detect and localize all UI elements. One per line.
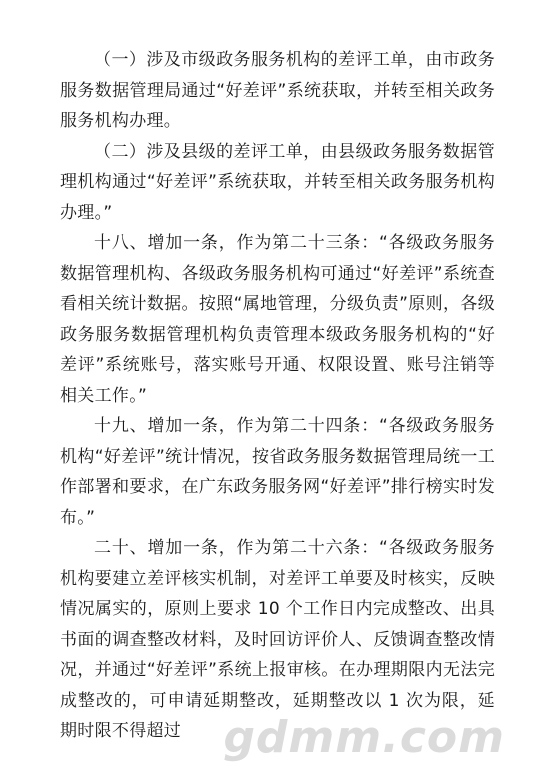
watermark-logo: gdmm.com: [223, 712, 505, 763]
paragraph-5: 二十、增加一条，作为第二十六条：“各级政务服务机构要建立差评核实机制，对差评工单要及时核实，反映情况属实的，原则上要求 10 个工作日内完成整改、出具书面的调查整改材料，及时回访评价人、反馈调查整改情况，并通过“好差评”系统上报审核。在办理期限内无法完成整改的，可申请延期整改，延期整改以 1 次为限，延期时限不得超过: [60, 538, 495, 741]
paragraph-1: （一）涉及市级政务服务机构的差评工单，由市政务服务数据管理局通过“好差评”系统获取，并转至相关政务服务机构办理。: [60, 50, 495, 131]
paragraph-4: 十九、增加一条，作为第二十四条：“各级政务服务机构“好差评”统计情况，按省政务服务数据管理局统一工作部署和要求，在广东政务服务网“好差评”排行榜实时发布。”: [60, 416, 495, 528]
paragraph-3: 十八、增加一条，作为第二十三条：“各级政务服务数据管理机构、各级政务服务机构可通过“好差评”系统查看相关统计数据。按照“属地管理，分级负责”原则，各级政务服务数据管理机构负责管理本级政务服务机构的“好差评”系统账号，落实账号开通、权限设置、账号注销等相关工作。”: [60, 233, 495, 406]
paragraph-2: （二）涉及县级的差评工单，由县级政务服务数据管理机构通过“好差评”系统获取，并转至相关政务服务机构办理。”: [60, 141, 495, 223]
document-body: [60, 45, 495, 747]
